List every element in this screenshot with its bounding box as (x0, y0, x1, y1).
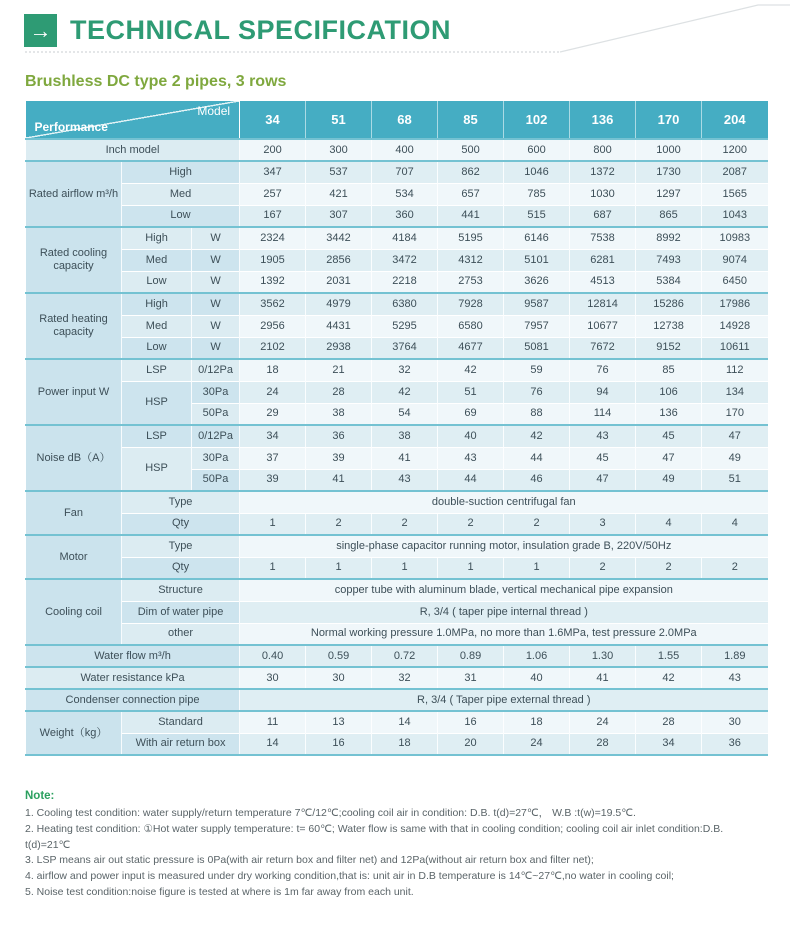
row-sub-label: Type (122, 491, 240, 513)
table-row (26, 381, 768, 403)
spec-value-cell: 39 (306, 447, 372, 469)
spec-value-cell: 49 (636, 469, 702, 491)
spec-value-cell: 14 (240, 733, 306, 755)
spec-value-cell: 4312 (438, 249, 504, 271)
spec-value-cell: 6450 (702, 271, 768, 293)
spec-value-cell: 0.89 (438, 645, 504, 667)
row-sub-label: Type (122, 535, 240, 557)
spec-value-cell: 18 (240, 359, 306, 381)
spec-value-cell: 14928 (702, 315, 768, 337)
notes-section (25, 790, 765, 901)
spec-value-cell: 20 (438, 733, 504, 755)
spec-value-cell: 1 (306, 557, 372, 579)
spec-value-cell: 34 (636, 733, 702, 755)
spec-value-cell: 2 (636, 557, 702, 579)
table-row (26, 645, 768, 667)
row-sub-label: Med (122, 249, 192, 271)
spec-value-cell: 6146 (504, 227, 570, 249)
spec-value-cell: 9074 (702, 249, 768, 271)
row-sub-label: High (122, 293, 192, 315)
model-column-header: 170 (636, 101, 702, 139)
spec-value-cell: 300 (306, 139, 372, 161)
spec-value-cell: 1297 (636, 183, 702, 205)
spec-value-cell: 13 (306, 711, 372, 733)
table-row (26, 491, 768, 513)
row-sub-label: 30Pa (192, 447, 240, 469)
row-sub-label: High (122, 161, 240, 183)
spec-value-cell: 5384 (636, 271, 702, 293)
spec-value-cell: 24 (570, 711, 636, 733)
spec-value-cell: 88 (504, 403, 570, 425)
model-column-header: 68 (372, 101, 438, 139)
spec-value-cell: 2031 (306, 271, 372, 293)
spec-value-cell: 28 (306, 381, 372, 403)
notes-list (25, 806, 765, 901)
spec-value-cell: 28 (636, 711, 702, 733)
spec-value-cell: 51 (438, 381, 504, 403)
spec-span-cell: R, 3/4 ( taper pipe internal thread ) (240, 601, 768, 623)
spec-value-cell: 4677 (438, 337, 504, 359)
spec-value-cell: 2087 (702, 161, 768, 183)
spec-value-cell: 2956 (240, 315, 306, 337)
table-row (26, 447, 768, 469)
spec-value-cell: 7538 (570, 227, 636, 249)
spec-value-cell: 515 (504, 205, 570, 227)
table-row (26, 161, 768, 183)
spec-value-cell: 38 (306, 403, 372, 425)
row-sub-label: W (192, 293, 240, 315)
spec-value-cell: 16 (438, 711, 504, 733)
spec-value-cell: 94 (570, 381, 636, 403)
spec-value-cell: 47 (570, 469, 636, 491)
spec-value-cell: 4431 (306, 315, 372, 337)
table-row (26, 711, 768, 733)
spec-value-cell: 59 (504, 359, 570, 381)
spec-table (25, 101, 768, 756)
spec-value-cell: 1372 (570, 161, 636, 183)
row-sub-label: Water flow m³/h (26, 645, 240, 667)
spec-value-cell: 47 (702, 425, 768, 447)
spec-value-cell: 1.06 (504, 645, 570, 667)
spec-value-cell: 3472 (372, 249, 438, 271)
spec-span-cell: Normal working pressure 1.0MPa, no more than 1.6MPa, test pressure 2.0MPa (240, 623, 768, 645)
row-group-label: Power input W (26, 359, 122, 425)
model-column-header: 136 (570, 101, 636, 139)
spec-value-cell: 15286 (636, 293, 702, 315)
spec-table-body (26, 139, 768, 755)
note-item: 1. Cooling test condition: water supply/return temperature 7℃/12℃;cooling coil air in condition: D.B. t(d)=27℃， W.B :t(w)=19.5℃. (25, 807, 636, 819)
spec-value-cell: 360 (372, 205, 438, 227)
spec-value-cell: 1200 (702, 139, 768, 161)
spec-value-cell: 69 (438, 403, 504, 425)
spec-value-cell: 36 (306, 425, 372, 447)
spec-value-cell: 44 (504, 447, 570, 469)
spec-value-cell: 9587 (504, 293, 570, 315)
row-sub-label: Structure (122, 579, 240, 601)
row-group-label: Rated heating capacity (26, 293, 122, 359)
spec-value-cell: 32 (372, 359, 438, 381)
spec-value-cell: 24 (504, 733, 570, 755)
row-sub-label: Dim of water pipe (122, 601, 240, 623)
spec-value-cell: 46 (504, 469, 570, 491)
page-title: TECHNICAL SPECIFICATION (70, 15, 452, 45)
spec-value-cell: 170 (702, 403, 768, 425)
spec-value-cell: 3 (570, 513, 636, 535)
spec-value-cell: 4 (702, 513, 768, 535)
spec-value-cell: 2218 (372, 271, 438, 293)
spec-value-cell: 0.40 (240, 645, 306, 667)
spec-value-cell: 1 (240, 557, 306, 579)
spec-value-cell: 5101 (504, 249, 570, 271)
spec-value-cell: 2 (306, 513, 372, 535)
row-sub-label: Water resistance kPa (26, 667, 240, 689)
spec-value-cell: 5295 (372, 315, 438, 337)
row-sub-label: 0/12Pa (192, 425, 240, 447)
spec-value-cell: 14 (372, 711, 438, 733)
table-row (26, 271, 768, 293)
row-sub-label: Low (122, 337, 192, 359)
spec-value-cell: 43 (372, 469, 438, 491)
spec-value-cell: 8992 (636, 227, 702, 249)
spec-value-cell: 16 (306, 733, 372, 755)
spec-value-cell: 2938 (306, 337, 372, 359)
spec-value-cell: 11 (240, 711, 306, 733)
spec-value-cell: 45 (636, 425, 702, 447)
table-row (26, 513, 768, 535)
spec-value-cell: 41 (570, 667, 636, 689)
spec-value-cell: 51 (702, 469, 768, 491)
row-sub-label: With air return box (122, 733, 240, 755)
table-row (26, 183, 768, 205)
spec-value-cell: 441 (438, 205, 504, 227)
spec-value-cell: 0.72 (372, 645, 438, 667)
table-row (26, 601, 768, 623)
spec-value-cell: 1.55 (636, 645, 702, 667)
spec-value-cell: 42 (438, 359, 504, 381)
spec-value-cell: 2 (504, 513, 570, 535)
row-sub-label: W (192, 271, 240, 293)
spec-value-cell: 43 (438, 447, 504, 469)
spec-value-cell: 54 (372, 403, 438, 425)
row-sub-label: Med (122, 183, 240, 205)
row-sub-label: Qty (122, 513, 240, 535)
note-item: 5. Noise test condition:noise figure is tested at where is 1m far away from each unit. (25, 885, 414, 898)
spec-value-cell: 114 (570, 403, 636, 425)
spec-value-cell: 785 (504, 183, 570, 205)
spec-value-cell: 1565 (702, 183, 768, 205)
spec-value-cell: 12738 (636, 315, 702, 337)
spec-value-cell: 347 (240, 161, 306, 183)
table-row (26, 557, 768, 579)
row-sub-label: other (122, 623, 240, 645)
spec-value-cell: 4513 (570, 271, 636, 293)
row-sub-label: 30Pa (192, 381, 240, 403)
spec-value-cell: 600 (504, 139, 570, 161)
row-sub-label: Low (122, 205, 240, 227)
spec-value-cell: 76 (570, 359, 636, 381)
model-column-header: 204 (702, 101, 768, 139)
spec-value-cell: 39 (240, 469, 306, 491)
row-sub-label: 50Pa (192, 469, 240, 491)
row-group-label: Rated airflow m³/h (26, 161, 122, 227)
spec-value-cell: 37 (240, 447, 306, 469)
table-row (26, 733, 768, 755)
row-sub-label: 50Pa (192, 403, 240, 425)
spec-value-cell: 112 (702, 359, 768, 381)
spec-value-cell: 9152 (636, 337, 702, 359)
row-group-label: Rated cooling capacity (26, 227, 122, 293)
spec-value-cell: 3442 (306, 227, 372, 249)
row-sub-label: W (192, 227, 240, 249)
spec-value-cell: 30 (702, 711, 768, 733)
spec-value-cell: 2102 (240, 337, 306, 359)
spec-value-cell: 106 (636, 381, 702, 403)
spec-value-cell: 38 (372, 425, 438, 447)
row-sub-label: LSP (122, 359, 192, 381)
spec-value-cell: 5081 (504, 337, 570, 359)
table-row (26, 535, 768, 557)
spec-value-cell: 76 (504, 381, 570, 403)
row-group-label: Fan (26, 491, 122, 535)
notes-heading: Note: (25, 790, 55, 802)
spec-value-cell: 7928 (438, 293, 504, 315)
spec-value-cell: 4 (636, 513, 702, 535)
spec-value-cell: 85 (636, 359, 702, 381)
spec-value-cell: 136 (636, 403, 702, 425)
model-column-header: 85 (438, 101, 504, 139)
row-sub-label: LSP (122, 425, 192, 447)
spec-value-cell: 30 (240, 667, 306, 689)
spec-value-cell: 28 (570, 733, 636, 755)
spec-value-cell: 47 (636, 447, 702, 469)
model-header-row (26, 101, 768, 139)
spec-value-cell: 32 (372, 667, 438, 689)
spec-value-cell: 7672 (570, 337, 636, 359)
spec-value-cell: 1 (240, 513, 306, 535)
table-row (26, 359, 768, 381)
spec-value-cell: 400 (372, 139, 438, 161)
table-row (26, 579, 768, 601)
spec-value-cell: 307 (306, 205, 372, 227)
row-sub-label: W (192, 249, 240, 271)
spec-value-cell: 0.59 (306, 645, 372, 667)
spec-value-cell: 5195 (438, 227, 504, 249)
spec-value-cell: 534 (372, 183, 438, 205)
spec-value-cell: 29 (240, 403, 306, 425)
spec-value-cell: 2 (372, 513, 438, 535)
spec-value-cell: 3764 (372, 337, 438, 359)
spec-value-cell: 1905 (240, 249, 306, 271)
spec-value-cell: 2753 (438, 271, 504, 293)
spec-value-cell: 18 (504, 711, 570, 733)
spec-value-cell: 862 (438, 161, 504, 183)
table-row (26, 293, 768, 315)
row-sub-label: Standard (122, 711, 240, 733)
spec-span-cell: single-phase capacitor running motor, insulation grade B, 220V/50Hz (240, 535, 768, 557)
spec-value-cell: 10677 (570, 315, 636, 337)
row-sub-label: Low (122, 271, 192, 293)
row-sub-label: High (122, 227, 192, 249)
row-sub-label: Inch model (26, 139, 240, 161)
spec-value-cell: 1 (504, 557, 570, 579)
spec-value-cell: 500 (438, 139, 504, 161)
spec-value-cell: 3562 (240, 293, 306, 315)
spec-value-cell: 43 (570, 425, 636, 447)
note-item: 2. Heating test condition: ①Hot water supply temperature: t= 60℃; Water flow is same with that in cooling condition; cooling coil air inlet condition:D.B. t(d)=21℃ (25, 822, 724, 851)
table-row (26, 689, 768, 711)
corner-label-performance: Performance (34, 120, 108, 134)
page-header (0, 0, 790, 47)
spec-value-cell: 1046 (504, 161, 570, 183)
spec-value-cell: 7957 (504, 315, 570, 337)
spec-value-cell: 21 (306, 359, 372, 381)
table-row (26, 249, 768, 271)
spec-value-cell: 30 (306, 667, 372, 689)
table-row (26, 425, 768, 447)
table-row (26, 227, 768, 249)
table-row (26, 205, 768, 227)
row-sub-label: Condenser connection pipe (26, 689, 240, 711)
spec-value-cell: 4184 (372, 227, 438, 249)
spec-value-cell: 4979 (306, 293, 372, 315)
spec-value-cell: 687 (570, 205, 636, 227)
spec-value-cell: 17986 (702, 293, 768, 315)
corner-header-cell (26, 101, 240, 139)
spec-value-cell: 24 (240, 381, 306, 403)
spec-value-cell: 43 (702, 667, 768, 689)
spec-value-cell: 10611 (702, 337, 768, 359)
note-item: 3. LSP means air out static pressure is 0Pa(with air return box and filter net) and 12Pa(without air return box and filter net); (25, 854, 594, 867)
spec-span-cell: double-suction centrifugal fan (240, 491, 768, 513)
row-sub-label: W (192, 315, 240, 337)
corner-label-model: Model (197, 104, 231, 118)
spec-value-cell: 1730 (636, 161, 702, 183)
spec-value-cell: 40 (504, 667, 570, 689)
spec-value-cell: 421 (306, 183, 372, 205)
spec-value-cell: 12814 (570, 293, 636, 315)
spec-value-cell: 2 (702, 557, 768, 579)
spec-value-cell: 1.89 (702, 645, 768, 667)
spec-value-cell: 44 (438, 469, 504, 491)
spec-value-cell: 800 (570, 139, 636, 161)
table-row (26, 667, 768, 689)
spec-value-cell: 10983 (702, 227, 768, 249)
row-sub-label: HSP (122, 381, 192, 425)
spec-value-cell: 6380 (372, 293, 438, 315)
spec-value-cell: 657 (438, 183, 504, 205)
spec-value-cell: 1 (372, 557, 438, 579)
spec-value-cell: 40 (438, 425, 504, 447)
spec-value-cell: 31 (438, 667, 504, 689)
spec-value-cell: 1030 (570, 183, 636, 205)
spec-value-cell: 1.30 (570, 645, 636, 667)
spec-value-cell: 2 (570, 557, 636, 579)
model-column-header: 51 (306, 101, 372, 139)
spec-value-cell: 7493 (636, 249, 702, 271)
row-sub-label: W (192, 337, 240, 359)
spec-value-cell: 707 (372, 161, 438, 183)
spec-value-cell: 537 (306, 161, 372, 183)
spec-value-cell: 42 (372, 381, 438, 403)
model-column-header: 34 (240, 101, 306, 139)
row-group-label: Cooling coil (26, 579, 122, 645)
row-group-label: Noise dB（A） (26, 425, 122, 491)
table-row (26, 139, 768, 161)
spec-value-cell: 6281 (570, 249, 636, 271)
spec-value-cell: 45 (570, 447, 636, 469)
arrow-glyph: → (29, 17, 52, 43)
spec-value-cell: 41 (306, 469, 372, 491)
spec-value-cell: 1000 (636, 139, 702, 161)
table-row (26, 623, 768, 645)
spec-value-cell: 6580 (438, 315, 504, 337)
spec-value-cell: 49 (702, 447, 768, 469)
spec-value-cell: 36 (702, 733, 768, 755)
spec-value-cell: 1392 (240, 271, 306, 293)
arrow-right-icon (24, 14, 57, 47)
spec-value-cell: 167 (240, 205, 306, 227)
spec-value-cell: 18 (372, 733, 438, 755)
table-row (26, 337, 768, 359)
row-group-label: Weight（kg） (26, 711, 122, 755)
spec-value-cell: 34 (240, 425, 306, 447)
spec-value-cell: 134 (702, 381, 768, 403)
spec-span-cell: copper tube with aluminum blade, vertical mechanical pipe expansion (240, 579, 768, 601)
table-subtitle: Brushless DC type 2 pipes, 3 rows (25, 73, 287, 90)
row-sub-label: HSP (122, 447, 192, 491)
model-column-header: 102 (504, 101, 570, 139)
spec-value-cell: 42 (636, 667, 702, 689)
spec-value-cell: 41 (372, 447, 438, 469)
spec-value-cell: 42 (504, 425, 570, 447)
row-sub-label: 0/12Pa (192, 359, 240, 381)
row-group-label: Motor (26, 535, 122, 579)
spec-value-cell: 3626 (504, 271, 570, 293)
spec-span-cell: R, 3/4 ( Taper pipe external thread ) (240, 689, 768, 711)
spec-value-cell: 2 (438, 513, 504, 535)
spec-value-cell: 200 (240, 139, 306, 161)
table-row (26, 315, 768, 337)
row-sub-label: Med (122, 315, 192, 337)
spec-value-cell: 2324 (240, 227, 306, 249)
spec-value-cell: 2856 (306, 249, 372, 271)
spec-value-cell: 1 (438, 557, 504, 579)
spec-value-cell: 1043 (702, 205, 768, 227)
spec-value-cell: 257 (240, 183, 306, 205)
note-item: 4. airflow and power input is measured under dry working condition,that is: unit air in D.B temperature is 14℃~27℃,no water in cooling coil; (25, 870, 674, 882)
spec-value-cell: 865 (636, 205, 702, 227)
row-sub-label: Qty (122, 557, 240, 579)
